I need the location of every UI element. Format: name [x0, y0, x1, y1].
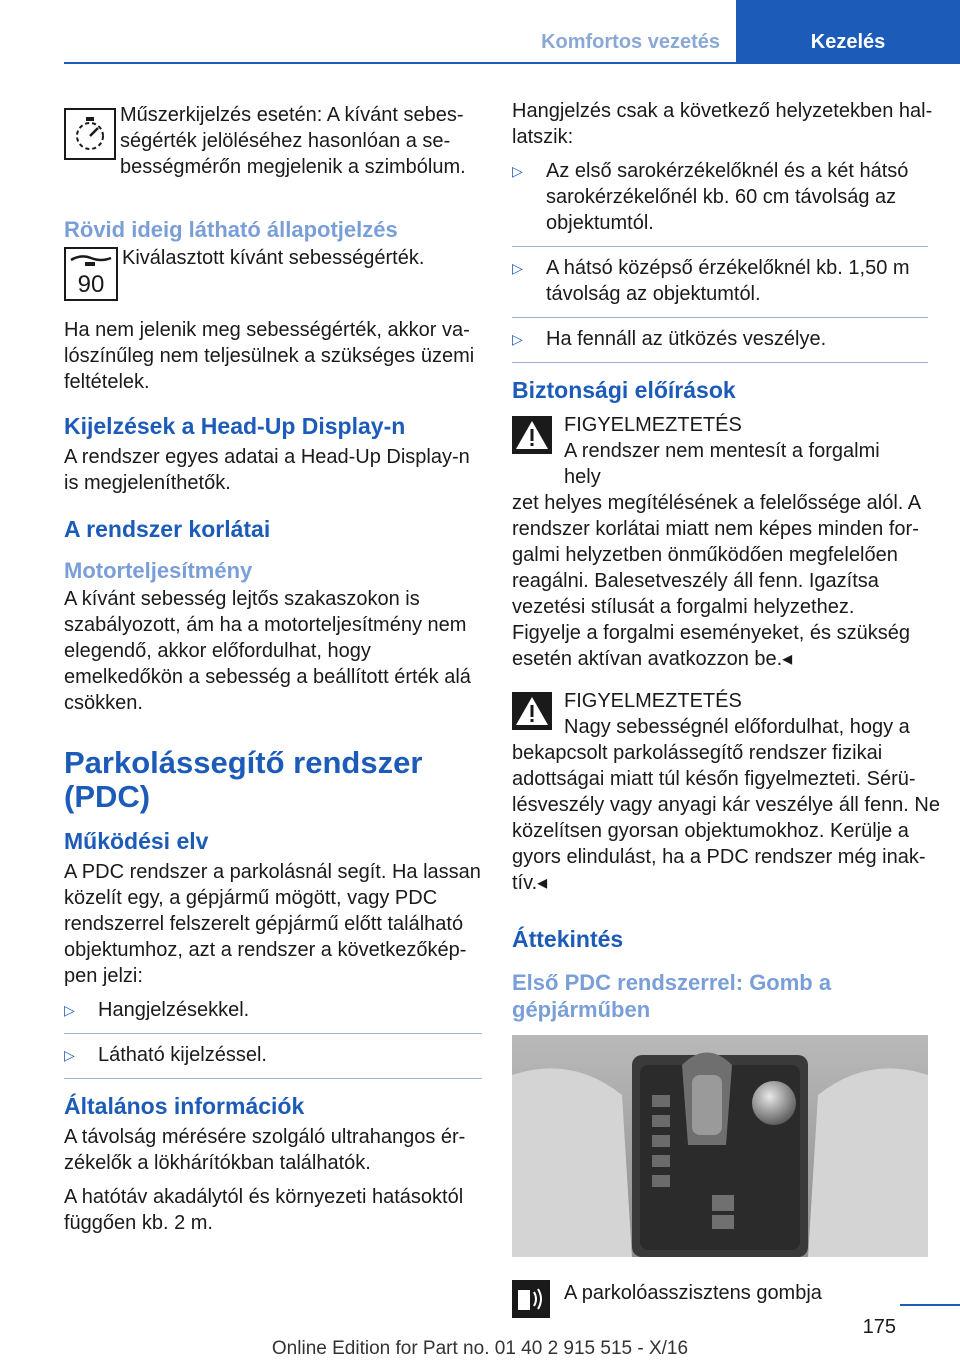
list-item: ▷ A hátsó középső érzékelőknél kb. 1,50 m távolság az objektumtól. — [512, 247, 928, 318]
header-tabs — [541, 0, 960, 62]
engine-heading: Motorteljesítmény — [64, 558, 253, 583]
warning-icon — [512, 692, 552, 730]
warning-1-first-line: A rendszer nem mentesít a forgalmi hely — [564, 440, 880, 488]
right-column — [512, 98, 960, 1318]
warning-1 — [512, 412, 960, 672]
tab-active[interactable]: Kezelés — [736, 0, 960, 62]
warning-2-head — [512, 688, 960, 740]
principle-text: A PDC rendszer a parkolásnál segít. Ha lassan közelít egy, a gépjármű mögött, vagy PDC rendszerrel felszerelt gépjármű előtt található objektumhoz, azt a rendszer a következőképpen jelzi: — [64, 861, 481, 987]
pdc-button-row — [512, 1280, 960, 1318]
hud-heading: Kijelzések a Head-Up Display-n — [64, 413, 406, 439]
warning-2 — [512, 688, 960, 896]
speed-value-icon — [64, 247, 118, 301]
warning-1-head — [512, 412, 960, 490]
list-item: ▷ Az első sarokérzékelőknél és a két hátsó sarokérzékelőnél kb. 60 cm távolság az objektumtól. — [512, 150, 928, 247]
list-item: ▷ Ha fennáll az ütközés veszélye. — [512, 318, 928, 363]
list-item: ▷ Látható kijelzéssel. — [64, 1034, 482, 1079]
warning-icon — [512, 416, 552, 454]
short-status-heading: Rövid ideig látható állapotjelzés — [64, 217, 398, 242]
pdc-title: Parkolássegítő rendszer (PDC) — [64, 745, 423, 814]
warning-1-label: FIGYELMEZTETÉS — [564, 414, 742, 436]
speedometer-text: Műszerkijelzés esetén: A kívánt sebességérték jelöléséhez hasonlóan a sebességmérőn megjelenik a szimbólum. — [120, 104, 466, 178]
hud-text: A rendszer egyes adatai a Head-Up Display-n is megjeleníthetők. — [64, 446, 470, 494]
speedometer-row — [64, 98, 482, 180]
principle-heading: Működési elv — [64, 828, 209, 854]
bullet-triangle-icon: ▷ — [512, 163, 523, 179]
speed-icon-number: 90 — [77, 271, 105, 298]
front-pdc-heading: Első PDC rendszerrel: Gomb a gépjárműben — [512, 970, 832, 1022]
header-rule — [64, 62, 960, 64]
tab-section[interactable]: Komfortos vezetés — [541, 31, 720, 53]
left-column — [64, 98, 482, 1244]
warning-2-label: FIGYELMEZTETÉS — [564, 690, 742, 712]
general-heading: Általános információk — [64, 1093, 305, 1119]
general-text-2: A hatótáv akadálytól és környezeti hatásoktól függően kb. 2 m. — [64, 1186, 464, 1234]
engine-text: A kívánt sebesség lejtős szakaszokon is szabályozott, ám ha a motorteljesítmény nem elegendő, akkor előfordulhat, hogy emelkedőkön a sebesség a beállított érték alá csökken. — [64, 588, 471, 714]
warning-1-text: zet helyes megítélésének a felelőssége alól. A rendszer korlátai miatt nem képes minden forgalmi helyzetben önműködően megfelelően reagálni. Balesetveszély áll fenn. Igazítsa vezetési stílusát a forgalmi helyzethez. Figyelje a forgalmi eseményeket, és szükség esetén aktívan avatkozzon be.◂ — [512, 492, 921, 670]
warning-2-text: bekapcsolt parkolássegítő rendszer fizikai adottságai miatt túl későn figyelmezteti. Sérülésveszély vagy anyagi kár veszélye áll fenn. Ne közelítsen gyorsan objektumokhoz. Kerülje a gyors elindulást, ha a PDC rendszer még inaktív.◂ — [512, 742, 940, 894]
center-console-photo — [512, 1035, 928, 1257]
parking-assist-button-icon — [512, 1280, 550, 1318]
list-item: ▷ Hangjelzésekkel. — [64, 989, 482, 1034]
edition-footer: Online Edition for Part no. 01 40 2 915 515 - X/16 — [271, 1338, 689, 1359]
footer-rule — [900, 1304, 960, 1306]
limits-heading: A rendszer korlátai — [64, 516, 271, 542]
sound-intro: Hangjelzés csak a következő helyzetekben hallatszik: — [512, 100, 933, 148]
overview-heading: Áttekintés — [512, 926, 624, 952]
signal-list — [64, 989, 482, 1079]
pdc-button-caption: A parkolóasszisztens gombja — [564, 1282, 822, 1304]
safety-heading: Biztonsági előírások — [512, 377, 736, 403]
warning-2-first-line: Nagy sebességnél előfordulhat, hogy a — [564, 716, 910, 738]
page-number: 175 — [862, 1316, 896, 1338]
bullet-triangle-icon: ▷ — [64, 1002, 75, 1018]
no-speed-text: Ha nem jelenik meg sebességérték, akkor valószínűleg nem teljesülnek a szükséges üzemi feltételek. — [64, 319, 475, 393]
selected-speed-text: Kiválasztott kívánt sebességérték. — [122, 247, 425, 269]
general-text-1: A távolság mérésére szolgáló ultrahangos érzékelők a lökhárítókban találhatók. — [64, 1126, 466, 1174]
bullet-triangle-icon: ▷ — [512, 260, 523, 276]
bullet-triangle-icon: ▷ — [64, 1047, 75, 1063]
bullet-triangle-icon: ▷ — [512, 331, 523, 347]
speedometer-icon — [64, 108, 116, 160]
selected-speed-row — [64, 245, 482, 301]
sound-list — [512, 150, 928, 363]
